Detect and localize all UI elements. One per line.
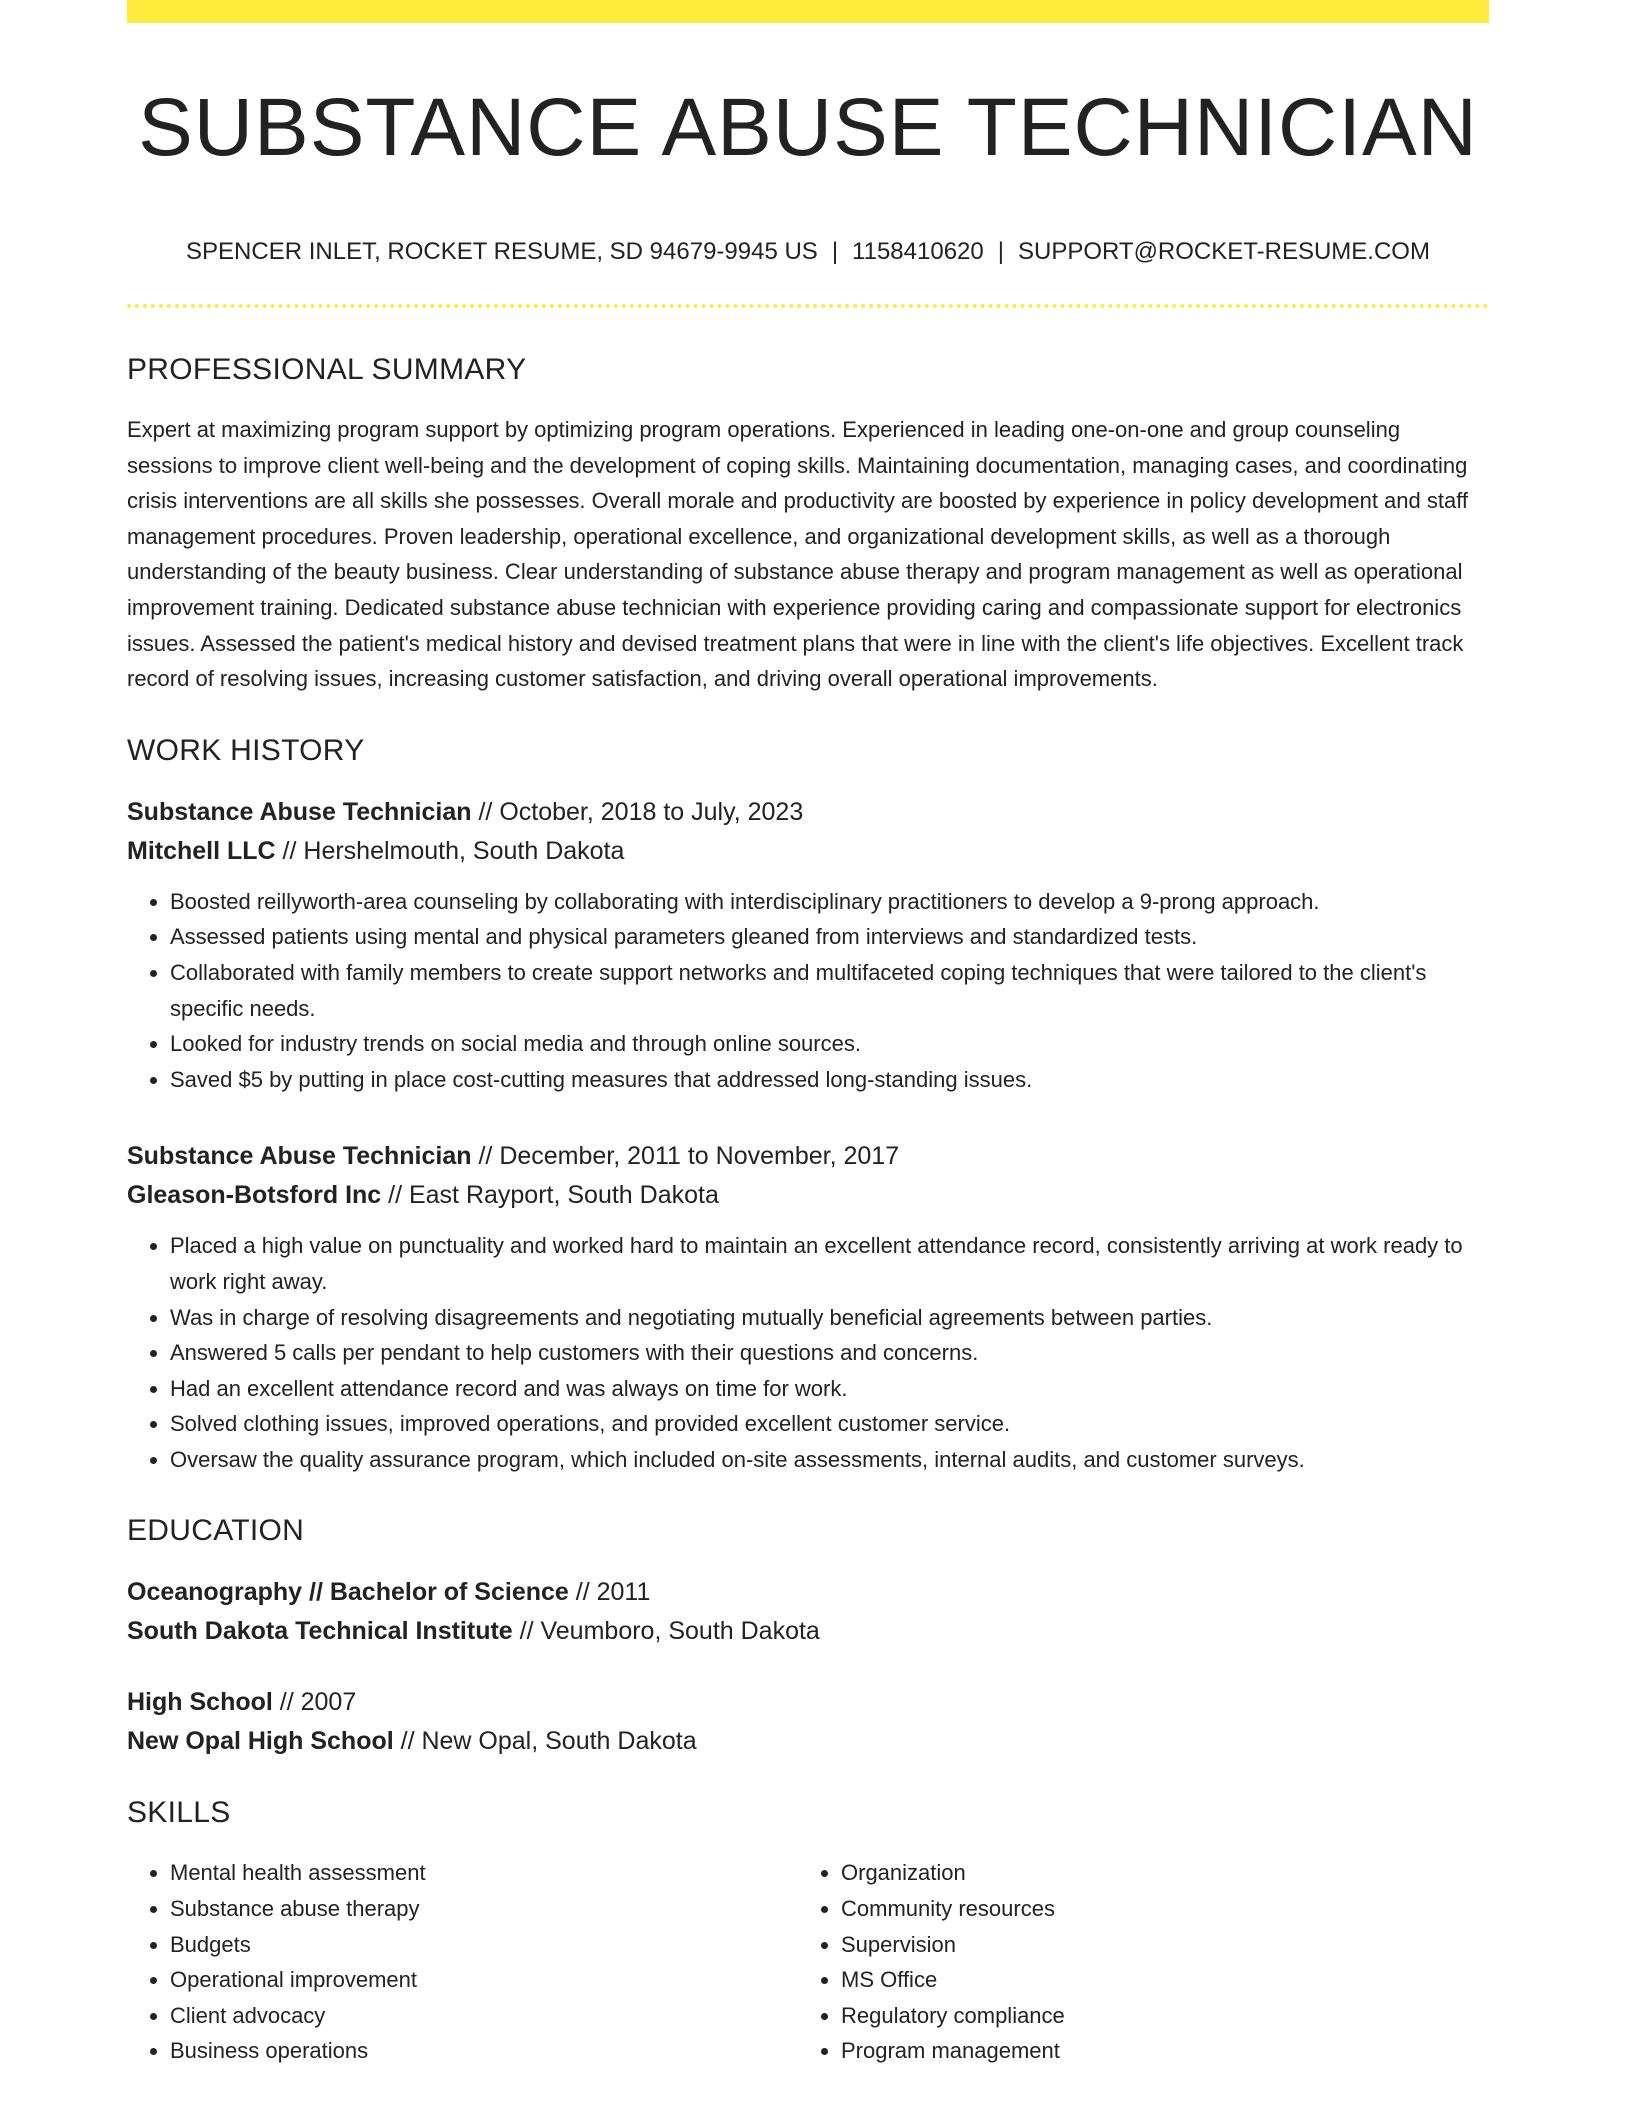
contact-phone[interactable]: 1158410620 [852, 238, 984, 265]
job-role: Substance Abuse Technician [127, 1142, 472, 1171]
job-entry [127, 793, 1489, 1098]
education-location: // New Opal, South Dakota [393, 1727, 697, 1756]
skill-item: • Mental health assessment [170, 1855, 798, 1891]
education-year: // 2011 [568, 1578, 651, 1607]
dotted-divider [127, 304, 1489, 308]
resume-content [127, 350, 1489, 2069]
job-bullet: • Boosted reillyworth-area counseling by collaborating with interdisciplinary practitioners to develop a 9-prong approach. [170, 884, 1489, 920]
job-bullets [127, 884, 1489, 1098]
section-title-summary: PROFESSIONAL SUMMARY [127, 353, 527, 386]
skills-columns [127, 1855, 1489, 2069]
education-school: New Opal High School [127, 1727, 394, 1756]
skill-item: • Supervision [841, 1927, 1469, 1963]
skill-item: • Operational improvement [170, 1962, 798, 1998]
education-school-line [127, 1612, 1489, 1651]
section-title-skills: SKILLS [127, 1796, 231, 1830]
education-section [127, 1511, 1489, 1761]
contact-line [127, 236, 1489, 268]
skill-item: • Regulatory compliance [841, 1998, 1469, 2034]
skill-item: • MS Office [841, 1962, 1469, 1998]
contact-separator: | [997, 238, 1004, 265]
job-bullet: • Placed a high value on punctuality and worked hard to maintain an excellent attendance record, consistently arriving at work ready to work right away. [170, 1228, 1489, 1299]
job-bullet: • Solved clothing issues, improved operations, and provided excellent customer service. [170, 1406, 1489, 1442]
job-entry [127, 1137, 1489, 1477]
job-company: Gleason-Botsford Inc [127, 1181, 382, 1210]
job-company-line [127, 1176, 1489, 1215]
job-bullet: • Oversaw the quality assurance program, which included on-site assessments, internal audits, and customer surveys. [170, 1442, 1489, 1478]
work-history-section [127, 731, 1489, 1478]
job-location: // Hershelmouth, South Dakota [275, 836, 625, 865]
skill-item: • Business operations [170, 2033, 798, 2069]
education-school: South Dakota Technical Institute [127, 1617, 513, 1646]
contact-address: SPENCER INLET, ROCKET RESUME, SD 94679-9945 US [186, 238, 818, 265]
job-bullets [127, 1228, 1489, 1477]
job-role: Substance Abuse Technician [127, 797, 472, 826]
job-bullet: • Assessed patients using mental and physical parameters gleaned from interviews and standardized tests. [170, 919, 1489, 955]
job-company-line [127, 832, 1489, 871]
job-location: // East Rayport, South Dakota [381, 1181, 719, 1210]
job-dates: // December, 2011 to November, 2017 [471, 1142, 900, 1171]
education-degree-line [127, 1573, 1489, 1612]
education-degree: Oceanography // Bachelor of Science [127, 1578, 569, 1607]
job-dates: // October, 2018 to July, 2023 [471, 797, 804, 826]
section-title-education: EDUCATION [127, 1514, 305, 1548]
skills-section [127, 1793, 1489, 2069]
skills-list-right [798, 1855, 1469, 2069]
summary-text: Expert at maximizing program support by optimizing program operations. Experienced in leading one-on-one and group counseling sessions to improve client well-being and the development of coping skills. Maintaining documentation, managing cases, and coordinating crisis interventions are all skills she possesses. Overall morale and productivity are boosted by experience in policy development and staff management procedures. Proven leadership, operational excellence, and organizational development skills, as well as a thorough understanding of the beauty business. Clear understanding of substance abuse therapy and program management as well as operational improvement training. Dedicated substance abuse technician with experience providing caring and compassionate support for electronics issues. Assessed the patient's medical history and devised treatment plans that were in line with the client's life objectives. Excellent track record of resolving issues, increasing customer satisfaction, and driving overall operational improvements. [127, 417, 1469, 692]
job-bullet: • Collaborated with family members to create support networks and multifaceted coping techniques that were tailored to the client's specific needs. [170, 955, 1489, 1026]
job-bullet: • Answered 5 calls per pendant to help customers with their questions and concerns. [170, 1335, 1489, 1371]
skill-item: • Community resources [841, 1891, 1469, 1927]
contact-email[interactable]: SUPPORT@ROCKET-RESUME.COM [1017, 238, 1430, 265]
top-accent-bar [127, 0, 1489, 23]
education-degree: High School [127, 1688, 273, 1717]
education-location: // Veumboro, South Dakota [512, 1617, 820, 1646]
job-title-line [127, 1137, 1489, 1176]
job-bullet: • Had an excellent attendance record and was always on time for work. [170, 1371, 1489, 1407]
skill-item: • Budgets [170, 1927, 798, 1963]
job-bullet: • Saved $5 by putting in place cost-cutting measures that addressed long-standing issues. [170, 1062, 1489, 1098]
education-year: // 2007 [272, 1688, 357, 1717]
resume-title: SUBSTANCE ABUSE TECHNICIAN [138, 82, 1478, 173]
skill-item: • Organization [841, 1855, 1469, 1891]
skills-list-left [127, 1855, 798, 2069]
job-company: Mitchell LLC [127, 836, 276, 865]
job-bullet: • Looked for industry trends on social media and through online sources. [170, 1026, 1489, 1062]
education-entry [127, 1573, 1489, 1651]
job-bullet: • Was in charge of resolving disagreements and negotiating mutually beneficial agreements between parties. [170, 1300, 1489, 1336]
education-school-line [127, 1722, 1489, 1761]
contact-separator: | [831, 238, 839, 265]
education-degree-line [127, 1683, 1489, 1722]
skill-item: • Substance abuse therapy [170, 1891, 798, 1927]
skill-item: • Client advocacy [170, 1998, 798, 2034]
section-title-work-history: WORK HISTORY [127, 733, 365, 767]
summary-section [127, 350, 1489, 697]
skill-item: • Program management [841, 2033, 1469, 2069]
job-title-line [127, 793, 1489, 832]
education-entry [127, 1683, 1489, 1761]
